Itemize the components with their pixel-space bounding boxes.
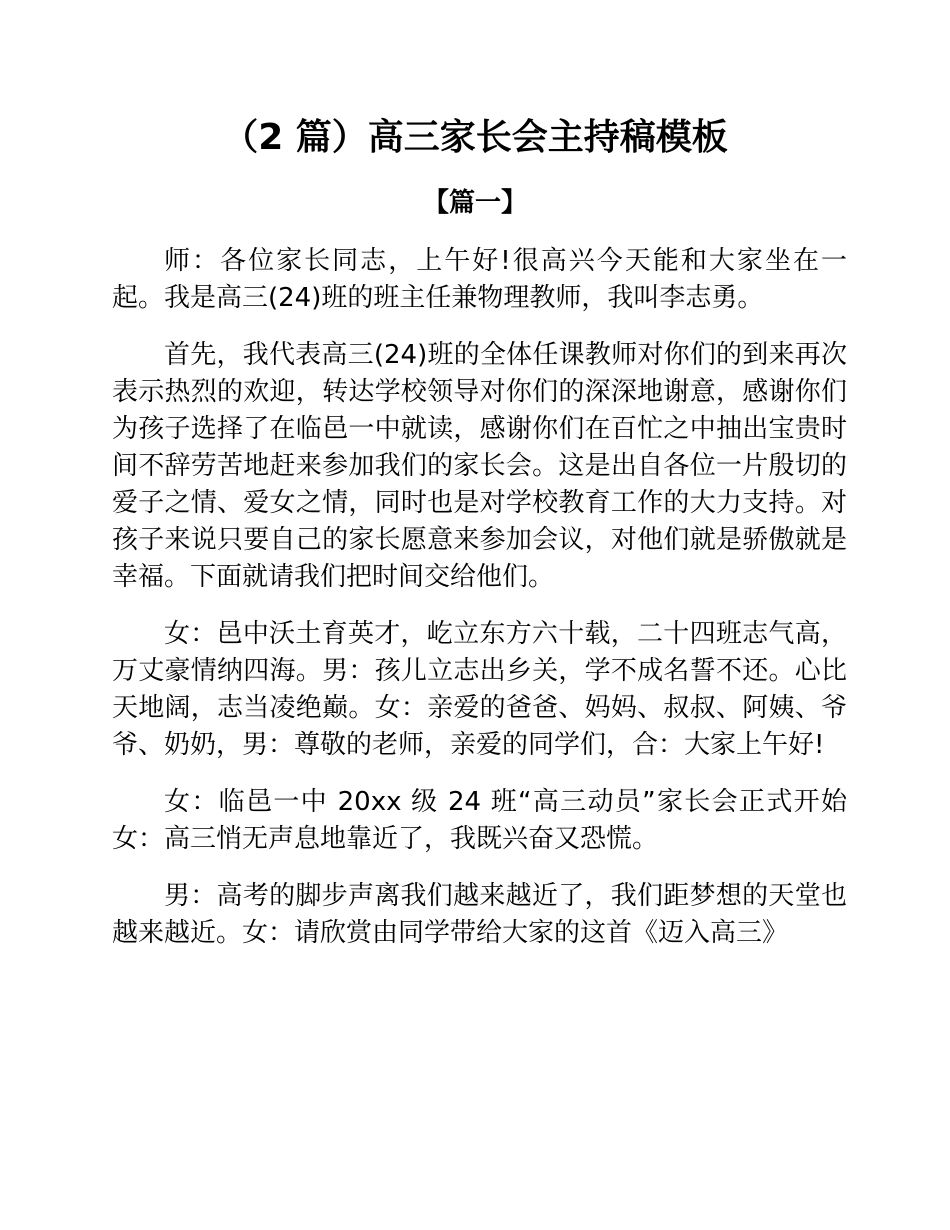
paragraph: 女：邑中沃土育英才，屹立东方六十载，二十四班志气高，万丈豪情纳四海。男：孩儿立志出乡关，学不成名誓不还。心比天地阔，志当凌绝巅。女：亲爱的爸爸、妈妈、叔叔、阿姨、爷爷、奶奶，男：尊敬的老师，亲爱的同学们，合：大家上午好!: [112, 619, 847, 760]
paragraph: 女：临邑一中 20xx 级 24 班“高三动员”家长会正式开始女：高三悄无声息地靠近了，我既兴奋又恐慌。: [112, 787, 847, 854]
paragraph: 师：各位家长同志，上午好!很高兴今天能和大家坐在一起。我是高三(24)班的班主任兼物理教师，我叫李志勇。: [112, 246, 847, 313]
paragraph: 男：高考的脚步声离我们越来越近了，我们距梦想的天堂也越来越近。女：请欣赏由同学带给大家的这首《迈入高三》: [112, 881, 847, 948]
paragraph: 首先，我代表高三(24)班的全体任课教师对你们的到来再次表示热烈的欢迎，转达学校领导对你们的深深地谢意，感谢你们为孩子选择了在临邑一中就读，感谢你们在百忙之中抽出宝贵时间不辞劳苦地赶来参加我们的家长会。这是出自各位一片殷切的爱子之情、爱女之情，同时也是对学校教育工作的大力支持。对孩子来说只要自己的家长愿意来参加会议，对他们就是骄傲就是幸福。下面就请我们把时间交给他们。: [112, 340, 847, 592]
document-body: [112, 243, 847, 972]
section-heading: 【篇一】: [422, 188, 527, 218]
document-title: （2 篇）高三家长会主持稿模板: [222, 117, 728, 158]
